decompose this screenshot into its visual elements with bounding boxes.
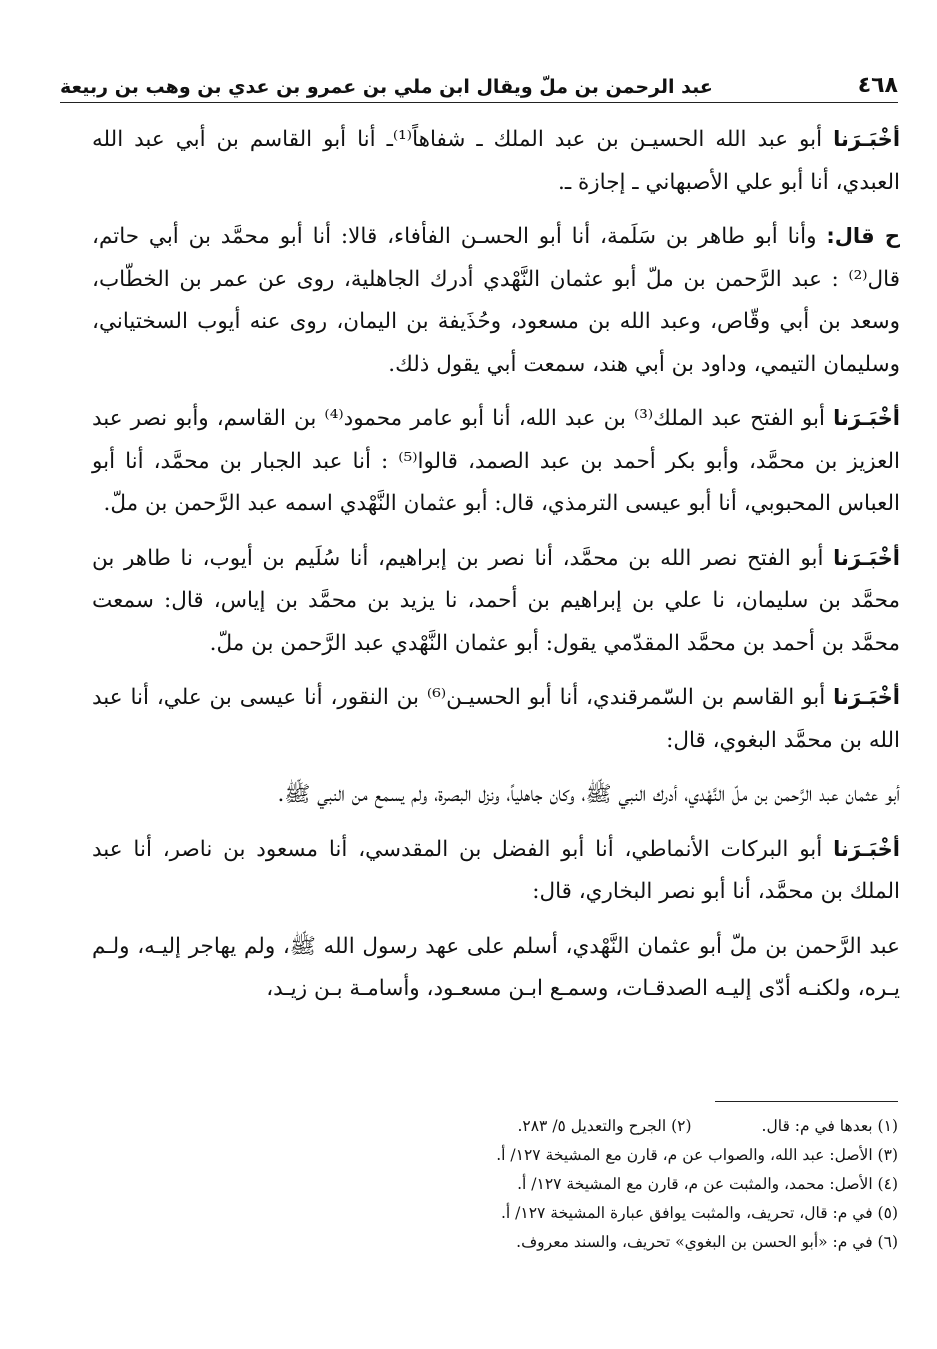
paragraph <box>92 215 900 386</box>
paragraph-lead: أخْبَـرَنا <box>833 127 901 151</box>
paragraph <box>92 676 900 762</box>
paragraph-lead: أخْبَـرَنا <box>833 406 900 430</box>
paragraph <box>92 925 900 1011</box>
footnote: (٢) الجرح والتعديل ٥/ ٢٨٣. <box>517 1117 692 1135</box>
paragraph-lead: أخْبَـرَنا <box>833 836 900 861</box>
footnote: (٥) في م: قال، تحريف، والمثبت يوافق عبارة المشيخة ١٢٧/ أ. <box>500 1204 898 1222</box>
page-number: ٤٦٨ <box>857 73 898 98</box>
footnote-row <box>120 1112 898 1141</box>
paragraph-text: أبو الفتح نصر الله بن محمَّد، أنا نصر بن إبراهيم، أنا سُلَيم بن أيوب، نا طاهر بن محمَّد بن سليمان، نا علي بن إبراهيم بن أحمد، نا يزيد بن محمَّد بن إياس، قال: سمعت محمَّد بن أحمد بن محمَّد المقدّمي يقول: أبو عثمان النَّهْدي عبد الرَّحمن بن ملّ. <box>92 545 900 656</box>
footnote: (٤) الأصل: محمد، والمثبت عن م، قارن مع المشيخة ١٢٧/ أ. <box>517 1175 898 1193</box>
paragraph-text: أبو القاسم بن السّمرقندي، أنا أبو الحسيـن⁽⁶⁾ بن النقور، أنا عيسى بن علي، أنا عبد الله بن محمَّد البغوي، قال: <box>92 685 900 753</box>
footnote: (١) بعدها في م: قال. <box>761 1117 898 1135</box>
footnote-separator <box>715 1101 898 1102</box>
footnote: (٦) في م: «أبو الحسن بن البغوي» تحريف، والسند معروف. <box>516 1233 898 1251</box>
paragraph-text: أبو عبد الله الحسيـن بن عبد الملك ـ شفاهاً⁽¹⁾ـ أنا أبو القاسم بن أبي عبد الله العبدي، أنا أبو علي الأصبهاني ـ إجازة ـ. <box>92 127 900 195</box>
paragraph <box>92 118 900 204</box>
paragraph-text: أبو البركات الأنماطي، أنا أبو الفضل بن المقدسي، أنا مسعود بن ناصر، أنا عبد الملك بن محمَّد، أنا أبو نصر البخاري، قال: <box>92 836 900 904</box>
paragraph-text: أبو عثمان عبد الرَّحمن بن ملّ النَّهْدي، أدرك النبي ﷺ، وكان جاهلياً، ونزل البصرة، ولم يسمع من النبي ﷺ. <box>277 782 900 807</box>
paragraph <box>92 773 900 817</box>
paragraph <box>92 537 900 666</box>
paragraph <box>92 397 900 526</box>
footnotes <box>120 1112 898 1257</box>
running-title: عبد الرحمن بن ملّ ويقال ابن ملي بن عمرو بن عدي بن وهب بن ربيعة <box>60 76 713 98</box>
paragraph-text: وأنا أبو طاهر بن سَلَمة، أنا أبو الحسـن الفأفاء، قالا: أنا أبو محمَّد بن أبي حاتم، قال⁽²⁾ : عبد الرَّحمن بن ملّ أبو عثمان النَّهْدي أدرك الجاهلية، روى عن عمر بن الخطّاب، وسعد بن أبي وقّاص، وعبد الله بن مسعود، وحُذَيفة بن اليمان، روى عنه أيوب السختياني، وسليمان التيمي، وداود بن أبي هند، سمعت أبي يقول ذلك. <box>92 224 900 377</box>
footnote: (٣) الأصل: عبد الله، والصواب عن م، قارن مع المشيخة ١٢٧/ أ. <box>496 1146 898 1164</box>
page-header <box>60 60 898 103</box>
paragraph-text: أبو الفتح عبد الملك⁽³⁾ بن عبد الله، أنا أبو عامر محمود⁽⁴⁾ بن القاسم، وأبو نصر عبد العزيز بن محمَّد، وأبو بكر أحمد بن عبد الصمد، قالوا⁽⁵⁾ : أنا عبد الجبار بن محمَّد، أنا أبو العباس المحبوبي، أنا أبو عيسى الترمذي، قال: أبو عثمان النَّهْدي اسمه عبد الرَّحمن بن ملّ. <box>92 406 900 516</box>
paragraph <box>92 828 900 914</box>
paragraph-lead: أخْبَـرَنا <box>833 685 900 709</box>
paragraph-lead: ح قال: <box>826 224 901 248</box>
paragraph-text: عبد الرَّحمن بن ملّ أبو عثمان النَّهْدي، أسلم على عهد رسول الله ﷺ، ولم يهاجر إليـه، ولـم يـره، ولكنـه أدّى إليـه الصدقـات، وسمـع ابـن مسعـود، وأسامـة بـن زيـد، <box>92 933 900 1001</box>
main-text <box>92 118 900 1022</box>
paragraph-lead: أخْبَـرَنا <box>833 545 900 570</box>
